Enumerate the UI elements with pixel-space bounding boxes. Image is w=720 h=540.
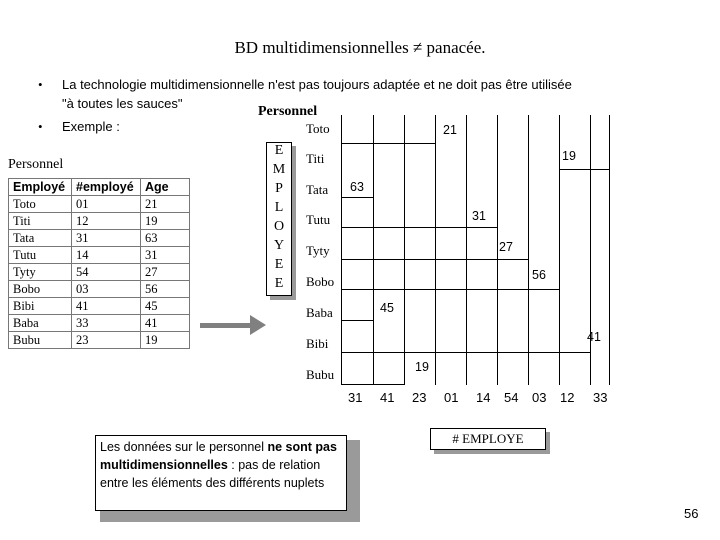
table-row bbox=[9, 315, 190, 332]
note-box bbox=[95, 435, 347, 511]
table-cell: 03 bbox=[72, 281, 141, 298]
axis-letter: E bbox=[274, 276, 284, 291]
x-tick-label: 23 bbox=[412, 390, 427, 405]
grid-column-line bbox=[497, 115, 498, 385]
table-row bbox=[9, 196, 190, 213]
grid-column-line bbox=[559, 115, 560, 385]
table-cell: 56 bbox=[141, 281, 190, 298]
note-emphasis: ne sont pas multidimensionnelles bbox=[100, 440, 337, 472]
axis-letter: O bbox=[273, 219, 285, 234]
table-header-cell: Employé bbox=[9, 179, 72, 196]
row-label: Tyty bbox=[306, 243, 330, 258]
grid-column-line bbox=[609, 115, 610, 385]
table-cell: 12 bbox=[72, 213, 141, 230]
row-label: Toto bbox=[306, 121, 330, 136]
table-cell: Bibi bbox=[9, 298, 72, 315]
x-tick-label: 33 bbox=[593, 390, 608, 405]
grid-row-line bbox=[341, 384, 404, 385]
grid-row-line bbox=[341, 143, 435, 144]
grid-row-line bbox=[341, 259, 528, 260]
grid-row-line bbox=[560, 169, 609, 170]
table-cell: Baba bbox=[9, 315, 72, 332]
grid-column-line bbox=[341, 115, 342, 385]
cell-value: 27 bbox=[499, 240, 513, 254]
table-cell: 01 bbox=[72, 196, 141, 213]
table-cell: 41 bbox=[141, 315, 190, 332]
table-cell: 31 bbox=[72, 230, 141, 247]
bullet-marker: • bbox=[38, 119, 43, 134]
table-cell: 41 bbox=[72, 298, 141, 315]
x-tick-label: 12 bbox=[560, 390, 575, 405]
grid-row-line bbox=[341, 227, 497, 228]
cell-value: 56 bbox=[532, 268, 546, 282]
cell-value: 31 bbox=[472, 209, 486, 223]
x-tick-label: 41 bbox=[380, 390, 395, 405]
employee-axis-box bbox=[266, 142, 292, 296]
note-text: Les données sur le personnel bbox=[100, 440, 268, 454]
table-cell: Tyty bbox=[9, 264, 72, 281]
transform-arrow-icon bbox=[250, 315, 266, 335]
cell-value: 41 bbox=[587, 330, 601, 344]
axis-letter: P bbox=[275, 181, 283, 196]
table-cell: 19 bbox=[141, 213, 190, 230]
bullet-text-1-cont: "à toutes les sauces" bbox=[62, 96, 183, 111]
axis-letter: L bbox=[274, 200, 284, 215]
row-label: Baba bbox=[306, 305, 333, 320]
cell-value: 21 bbox=[443, 123, 457, 137]
x-axis-label: # EMPLOYE bbox=[430, 428, 546, 450]
table-header-cell: Age bbox=[141, 179, 190, 196]
table-cell: 33 bbox=[72, 315, 141, 332]
grid-row-line bbox=[341, 352, 590, 353]
table-cell: Tutu bbox=[9, 247, 72, 264]
x-tick-label: 01 bbox=[444, 390, 459, 405]
table-header-cell: #employé bbox=[72, 179, 141, 196]
table-cell: 54 bbox=[72, 264, 141, 281]
cell-value: 19 bbox=[562, 149, 576, 163]
grid-row-line bbox=[341, 289, 559, 290]
table-cell: Tata bbox=[9, 230, 72, 247]
page-number: 56 bbox=[684, 506, 699, 521]
table-cell: Bobo bbox=[9, 281, 72, 298]
table-cell: 21 bbox=[141, 196, 190, 213]
slide-title: BD multidimensionnelles ≠ panacée. bbox=[234, 38, 486, 57]
x-tick-label: 31 bbox=[348, 390, 363, 405]
grid-row-line bbox=[341, 197, 373, 198]
x-tick-label: 03 bbox=[532, 390, 547, 405]
grid-column-line bbox=[590, 115, 591, 385]
axis-letter: Y bbox=[273, 238, 285, 253]
grid-column-line bbox=[404, 115, 405, 385]
row-label: Titi bbox=[306, 151, 325, 166]
table-cell: Toto bbox=[9, 196, 72, 213]
grid-column-line bbox=[373, 115, 374, 385]
table-row bbox=[9, 281, 190, 298]
table-cell: Bubu bbox=[9, 332, 72, 349]
grid-column-line bbox=[435, 115, 436, 385]
table-cell: Titi bbox=[9, 213, 72, 230]
table-row bbox=[9, 247, 190, 264]
grid-column-line bbox=[528, 115, 529, 385]
row-label: Bubu bbox=[306, 367, 335, 382]
table-cell: 31 bbox=[141, 247, 190, 264]
row-label: Bobo bbox=[306, 274, 335, 289]
axis-letter: E bbox=[274, 257, 284, 272]
table-cell: 45 bbox=[141, 298, 190, 315]
cell-value: 63 bbox=[350, 180, 364, 194]
table-header-row bbox=[9, 179, 190, 196]
transform-arrow-shaft bbox=[200, 323, 252, 328]
bullet-marker: • bbox=[38, 77, 43, 92]
axis-letter: M bbox=[272, 162, 286, 177]
table-row bbox=[9, 230, 190, 247]
cell-value: 19 bbox=[415, 360, 429, 374]
note-text: : pas de relation entre les éléments des différents nuplets bbox=[100, 458, 325, 490]
table-row bbox=[9, 264, 190, 281]
personnel-table bbox=[8, 178, 190, 349]
grid-column-line bbox=[466, 115, 467, 385]
grid-row-line bbox=[341, 320, 373, 321]
table-row bbox=[9, 213, 190, 230]
table-cell: 27 bbox=[141, 264, 190, 281]
axis-letter: E bbox=[274, 143, 284, 158]
x-tick-label: 14 bbox=[476, 390, 491, 405]
row-label: Bibi bbox=[306, 336, 329, 351]
table-row bbox=[9, 332, 190, 349]
table-cell: 19 bbox=[141, 332, 190, 349]
row-label: Tata bbox=[306, 182, 329, 197]
x-tick-label: 54 bbox=[504, 390, 519, 405]
table-cell: 23 bbox=[72, 332, 141, 349]
table-title: Personnel bbox=[8, 157, 64, 172]
bullet-text-1: La technologie multidimensionnelle n'est pas toujours adaptée et ne doit pas être utilisée bbox=[62, 77, 572, 92]
cube-title: Personnel bbox=[258, 104, 318, 119]
table-cell: 14 bbox=[72, 247, 141, 264]
bullet-text-2: Exemple : bbox=[62, 119, 120, 134]
table-cell: 63 bbox=[141, 230, 190, 247]
cell-value: 45 bbox=[380, 301, 394, 315]
table-row bbox=[9, 298, 190, 315]
row-label: Tutu bbox=[306, 212, 331, 227]
